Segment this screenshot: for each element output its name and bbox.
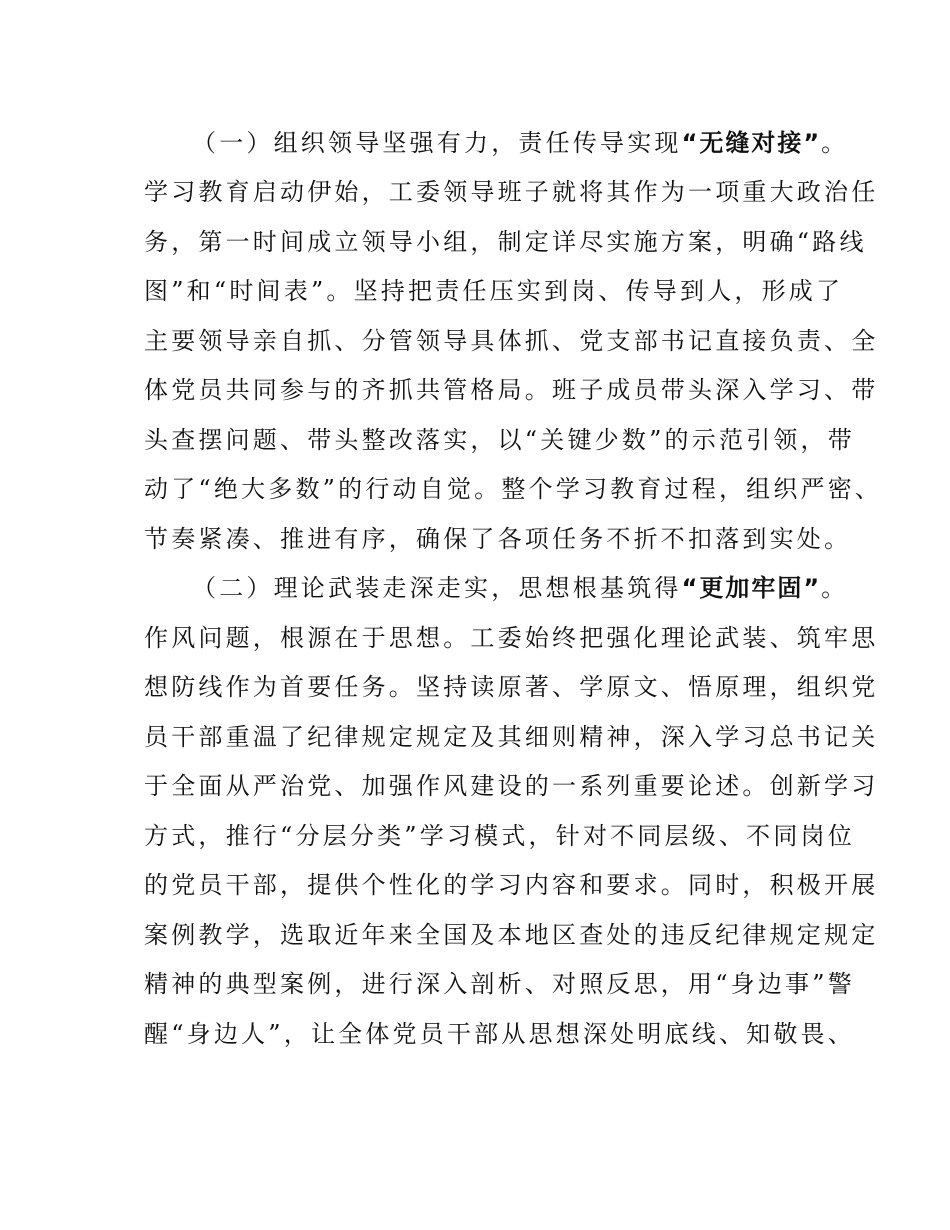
section-1-heading-emphasis: “无缝对接” [681, 129, 822, 157]
section-2-heading-text: （二）理论武装走深走实，思想根基筑得 [192, 574, 682, 602]
section-2-heading [192, 573, 848, 603]
paragraph-line: 动了“绝大多数”的行动自觉。整个学习教育过程，组织严密、 [144, 475, 883, 503]
section-2-heading-suffix: 。 [821, 574, 849, 602]
paragraph-line: 学习教育启动伊始，工委领导班子就将其作为一项重大政治任 [144, 178, 879, 206]
paragraph-line: 想防线作为首要任务。坚持读原著、学原文、悟原理，组织党 [144, 673, 879, 701]
paragraph-line: 于全面从严治党、加强作风建设的一系列重要论述。创新学习 [144, 772, 879, 800]
paragraph-line: 方式，推行“分层分类”学习模式，针对不同层级、不同岗位 [144, 822, 855, 850]
paragraph-line: 节奏紧凑、推进有序，确保了各项任务不折不扣落到实处。 [144, 525, 852, 553]
paragraph-line: 员干部重温了纪律规定规定及其细则精神，深入学习总书记关 [144, 723, 879, 751]
paragraph-line: 图”和“时间表”。坚持把责任压实到岗、传导到人，形成了 [144, 277, 844, 305]
paragraph-line: 务，第一时间成立领导小组，制定详尽实施方案，明确“路线 [144, 228, 867, 256]
paragraph-line: 的党员干部，提供个性化的学习内容和要求。同时，积极开展 [144, 871, 879, 899]
paragraph-line: 精神的典型案例，进行深入剖析、对照反思，用“身边事”警 [144, 970, 855, 998]
section-2-heading-emphasis: “更加牢固” [681, 574, 822, 602]
section-1-heading [192, 128, 848, 158]
section-1-heading-suffix: 。 [821, 129, 849, 157]
paragraph-line: 作风问题，根源在于思想。工委始终把强化理论武装、筑牢思 [144, 624, 879, 652]
paragraph-line: 案例教学，选取近年来全国及本地区查处的违反纪律规定规定 [144, 921, 879, 949]
paragraph-line: 体党员共同参与的齐抓共管格局。班子成员带头深入学习、带 [144, 376, 879, 404]
paragraph-line: 头查摆问题、带头整改落实，以“关键少数”的示范引领，带 [144, 426, 855, 454]
paragraph-line: 醒“身边人”，让全体党员干部从思想深处明底线、知敬畏、 [144, 1020, 855, 1048]
paragraph-line: 主要领导亲自抓、分管领导具体抓、党支部书记直接负责、全 [144, 327, 879, 355]
section-1-heading-text: （一）组织领导坚强有力，责任传导实现 [192, 129, 682, 157]
